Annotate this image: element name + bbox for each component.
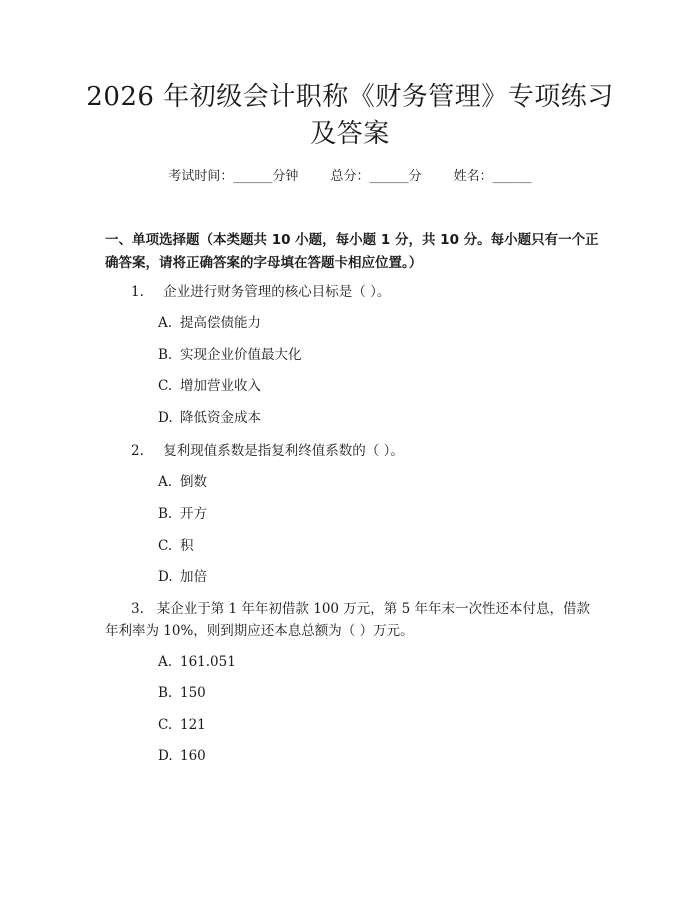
question-text: 某企业于第 1 年年初借款 100 万元，第 5 年年末一次性还本付息，借款年利率为 10%，则到期应还本息总额为（ ）万元。 <box>105 601 590 639</box>
option-letter: D. <box>158 569 173 585</box>
option-letter: A. <box>158 654 173 670</box>
option-text: 160 <box>180 748 206 764</box>
page-title: 2026 年初级会计职称《财务管理》专项练习 <box>86 82 614 112</box>
name-field: 姓名：______ <box>453 169 532 184</box>
option-text: 121 <box>180 717 206 733</box>
option-1a <box>158 313 261 333</box>
section-heading: 一、单项选择题（本类题共 10 小题，每小题 1 分，共 10 分。每小题只有一个正确答案，请将正确答案的字母填在答题卡相应位置。） <box>105 232 599 271</box>
option-1b <box>158 345 302 365</box>
page-title-continued: 及答案 <box>310 119 390 149</box>
exam-meta-line <box>0 167 700 187</box>
option-letter: A. <box>158 315 173 331</box>
option-1c <box>158 376 261 396</box>
option-1d <box>158 408 261 428</box>
option-text: 实现企业价值最大化 <box>180 347 302 363</box>
option-text: 161.051 <box>180 654 236 670</box>
question-text: 复利现值系数是指复利终值系数的（ ）。 <box>163 443 404 459</box>
option-letter: C. <box>158 717 173 733</box>
option-text: 开方 <box>180 506 207 522</box>
total-score-field: 总分：______分 <box>330 169 422 184</box>
question-1 <box>131 281 390 303</box>
option-2c <box>158 536 194 556</box>
option-letter: B. <box>158 347 173 363</box>
question-number: 3. <box>131 601 144 617</box>
option-text: 倒数 <box>180 474 207 490</box>
exam-time-field: 考试时间：______分钟 <box>168 169 299 184</box>
option-text: 加倍 <box>180 569 207 585</box>
option-2d <box>158 567 207 587</box>
option-3d <box>158 746 206 766</box>
option-text: 提高偿债能力 <box>180 315 261 331</box>
question-number: 1. <box>131 284 144 300</box>
option-letter: B. <box>158 506 173 522</box>
option-text: 增加营业收入 <box>180 378 261 394</box>
option-text: 积 <box>180 538 194 554</box>
option-3c <box>158 715 206 735</box>
option-letter: A. <box>158 474 173 490</box>
question-3 <box>105 598 600 642</box>
option-letter: D. <box>158 748 173 764</box>
option-letter: B. <box>158 685 173 701</box>
question-number: 2. <box>131 443 144 459</box>
option-letter: C. <box>158 538 173 554</box>
option-text: 降低资金成本 <box>180 410 261 426</box>
option-text: 150 <box>180 685 206 701</box>
question-text: 企业进行财务管理的核心目标是（ ）。 <box>163 284 391 300</box>
option-3a <box>158 652 236 672</box>
option-2a <box>158 472 207 492</box>
option-letter: C. <box>158 378 173 394</box>
option-2b <box>158 504 207 524</box>
question-2 <box>131 440 404 462</box>
option-3b <box>158 683 206 703</box>
option-letter: D. <box>158 410 173 426</box>
